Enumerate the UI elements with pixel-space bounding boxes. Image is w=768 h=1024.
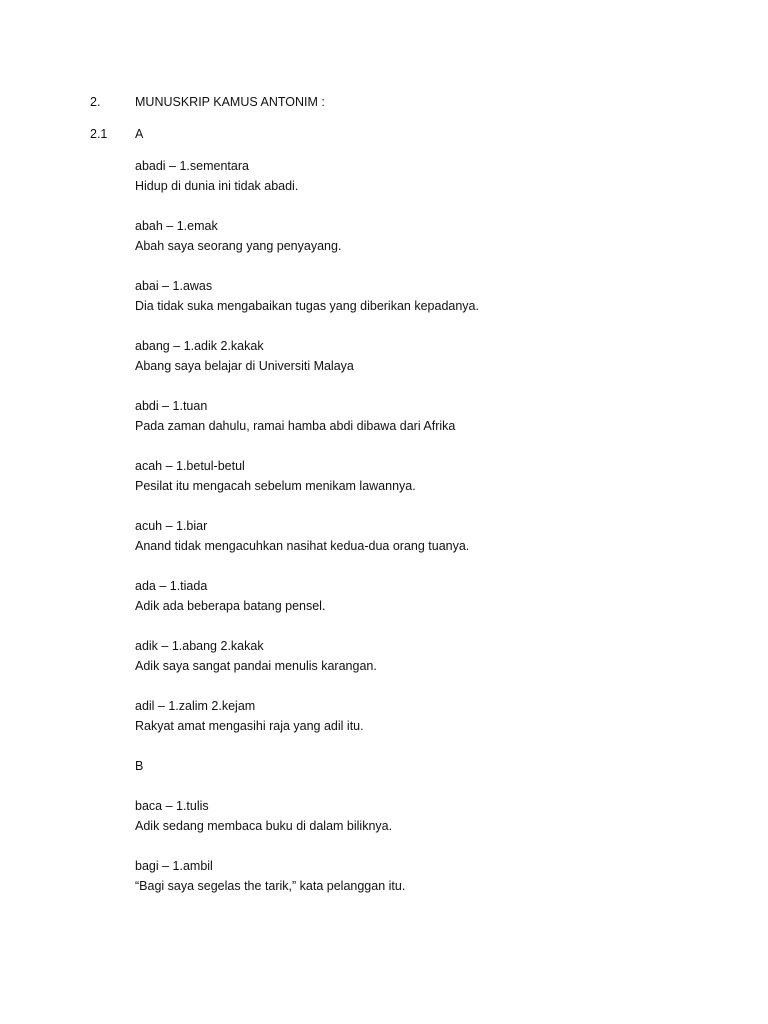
- section-title: MUNUSKRIP KAMUS ANTONIM :: [135, 95, 325, 109]
- entry-example: Adik sedang membaca buku di dalam biliknya.: [135, 819, 393, 833]
- entry-example: Abah saya seorang yang penyayang.: [135, 239, 342, 253]
- dictionary-entry: [135, 336, 695, 376]
- entry-term: abadi – 1.sementara: [135, 159, 249, 173]
- entry-example: Rakyat amat mengasihi raja yang adil itu.: [135, 719, 364, 733]
- entry-term: abdi – 1.tuan: [135, 399, 208, 413]
- entry-example: Dia tidak suka mengabaikan tugas yang diberikan kepadanya.: [135, 299, 479, 313]
- entry-term: acah – 1.betul-betul: [135, 459, 245, 473]
- entry-term: adik – 1.abang 2.kakak: [135, 639, 264, 653]
- entry-term: baca – 1.tulis: [135, 799, 209, 813]
- letter-heading-a: A: [135, 127, 144, 141]
- dictionary-entry: [135, 576, 695, 616]
- dictionary-entry: [135, 276, 695, 316]
- entry-term: abai – 1.awas: [135, 279, 213, 293]
- dictionary-entry: [135, 396, 695, 436]
- entry-example: Pada zaman dahulu, ramai hamba abdi dibawa dari Afrika: [135, 419, 456, 433]
- letter-heading-b: B: [135, 759, 144, 773]
- dictionary-entry: [135, 796, 695, 836]
- dictionary-entry: [135, 516, 695, 556]
- entry-example: “Bagi saya segelas the tarik,” kata pelanggan itu.: [135, 879, 406, 893]
- section-number: 2.: [90, 95, 101, 109]
- entry-example: Pesilat itu mengacah sebelum menikam lawannya.: [135, 479, 416, 493]
- entry-example: Abang saya belajar di Universiti Malaya: [135, 359, 354, 373]
- entry-term: adil – 1.zalim 2.kejam: [135, 699, 256, 713]
- entry-term: acuh – 1.biar: [135, 519, 208, 533]
- entry-term: ada – 1.tiada: [135, 579, 208, 593]
- entry-term: abang – 1.adik 2.kakak: [135, 339, 264, 353]
- dictionary-entry: [135, 156, 695, 196]
- subsection-number: 2.1: [90, 127, 108, 141]
- dictionary-entry: [135, 216, 695, 256]
- dictionary-entry: [135, 856, 695, 896]
- entry-term: bagi – 1.ambil: [135, 859, 213, 873]
- entry-example: Adik ada beberapa batang pensel.: [135, 599, 326, 613]
- entry-term: abah – 1.emak: [135, 219, 218, 233]
- entry-example: Hidup di dunia ini tidak abadi.: [135, 179, 299, 193]
- dictionary-entry: [135, 456, 695, 496]
- dictionary-entry: [135, 696, 695, 736]
- entry-example: Anand tidak mengacuhkan nasihat kedua-dua orang tuanya.: [135, 539, 470, 553]
- entry-example: Adik saya sangat pandai menulis karangan.: [135, 659, 377, 673]
- dictionary-entry: [135, 636, 695, 676]
